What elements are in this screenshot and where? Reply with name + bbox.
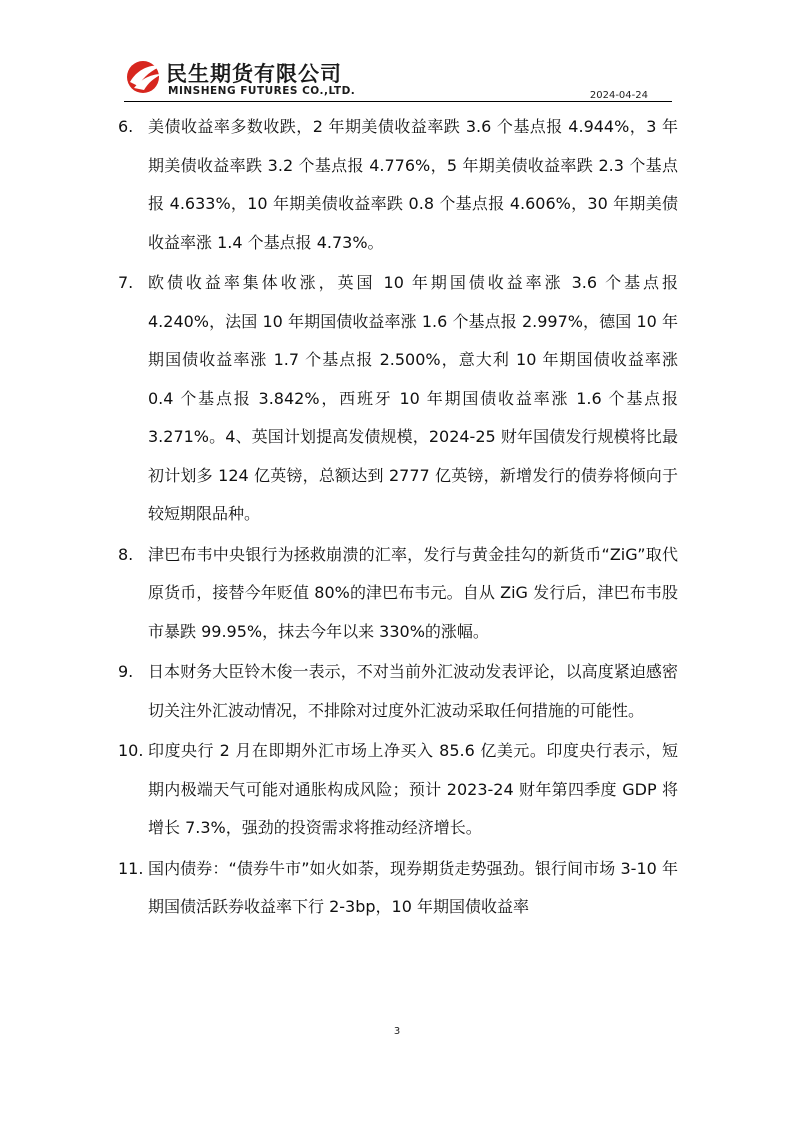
list-item [118, 108, 678, 262]
item-text: 印度央行 2 月在即期外汇市场上净买入 85.6 亿美元。印度央行表示，短期内极端天气可能对通胀构成风险；预计 2023-24 财年第四季度 GDP 将增长 7.3%，强劲的投资需求将推动经济增长。 [148, 741, 678, 837]
item-number: 7. [118, 273, 134, 292]
list-item [118, 653, 678, 730]
report-date: 2024-04-24 [589, 90, 648, 101]
item-number: 6. [118, 117, 134, 136]
item-text: 欧债收益率集体收涨，英国 10 年期国债收益率涨 3.6 个基点报 4.240%，法国 10 年期国债收益率涨 1.6 个基点报 2.997%，德国 10 年期国债收益率涨 1.7 个基点报 2.500%，意大利 10 年期国债收益率涨 0.4 个基点报 3.842%，西班牙 10 年期国债收益率涨 1.6 个基点报 3.271%。4、英国计划提高发债规模，2024-25 财年国债发行规模将比最初计划多 124 亿英镑，总额达到 2777 亿英镑，新增发行的债券将倾向于较短期限品种。 [148, 273, 678, 523]
list-item [118, 850, 678, 927]
list-item [118, 264, 678, 534]
header-divider [124, 101, 672, 102]
item-text: 美债收益率多数收跌，2 年期美债收益率跌 3.6 个基点报 4.944%，3 年期美债收益率跌 3.2 个基点报 4.776%，5 年期美债收益率跌 2.3 个基点报 4.633%，10 年期美债收益率跌 0.8 个基点报 4.606%，30 年期美债收益率涨 1.4 个基点报 4.73%。 [148, 117, 678, 252]
list-item [118, 536, 678, 652]
company-name-cn: 民生期货有限公司 [166, 62, 342, 86]
company-name-en: MINSHENG FUTURES CO.,LTD. [168, 85, 356, 97]
minsheng-logo-icon [124, 58, 164, 94]
item-number: 11. [118, 858, 144, 878]
page-header [124, 52, 672, 102]
page-number: 3 [393, 1026, 401, 1037]
list-item [118, 732, 678, 848]
item-number: 9. [118, 662, 134, 681]
item-text: 日本财务大臣铃木俊一表示，不对当前外汇波动发表评论，以高度紧迫感密切关注外汇波动情况，不排除对过度外汇波动采取任何措施的可能性。 [148, 662, 678, 720]
item-number: 8. [118, 544, 134, 564]
item-text: 国内债券：“债券牛市”如火如荼，现券期货走势强劲。银行间市场 3-10 年期国债活跃券收益率下行 2-3bp，10 年期国债收益率 [148, 858, 678, 916]
document-body [118, 108, 678, 929]
item-text: 津巴布韦中央银行为拯救崩溃的汇率，发行与黄金挂勾的新货币“ZiG”取代原货币，接替今年贬值 80%的津巴布韦元。自从 ZiG 发行后，津巴布韦股市暴跌 99.95%，抹去今年以来 330%的涨幅。 [148, 544, 678, 641]
item-number: 10. [118, 741, 144, 760]
